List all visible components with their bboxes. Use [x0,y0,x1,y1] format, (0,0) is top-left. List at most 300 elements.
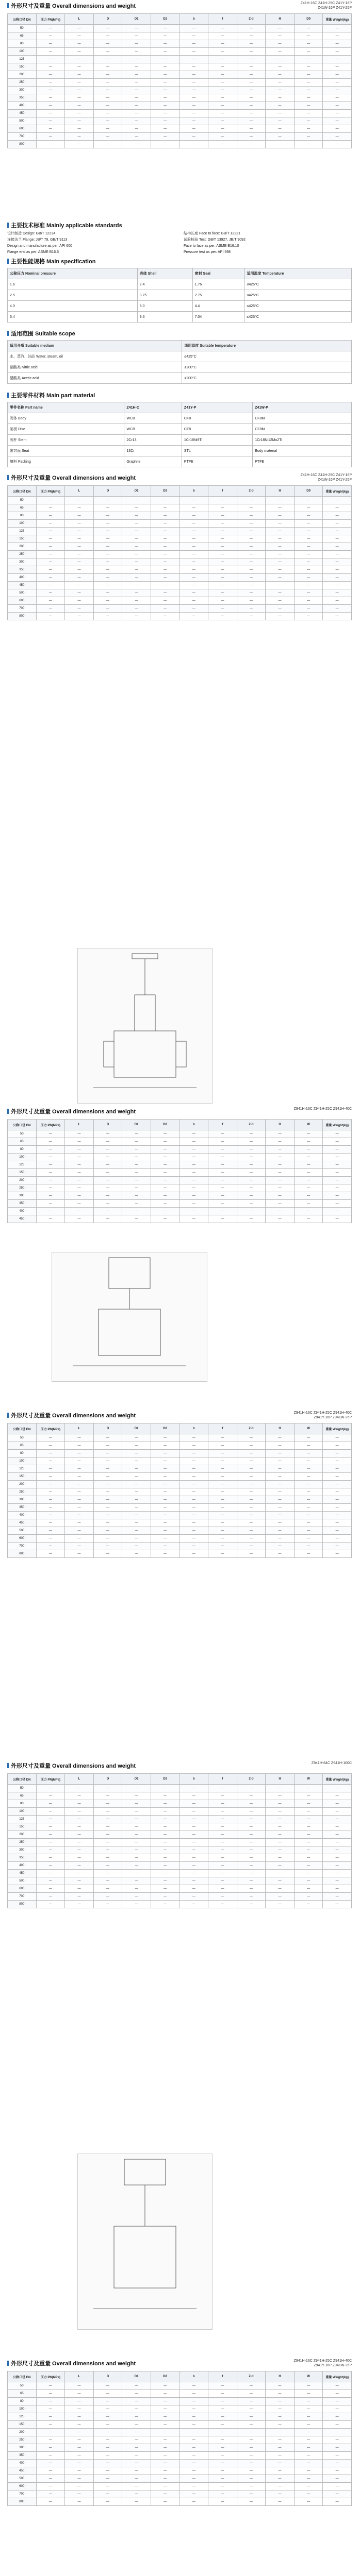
table-row [8,566,352,574]
table-cell: — [208,110,237,117]
table-cell: — [266,32,295,40]
table-cell: — [36,1535,65,1543]
column-header: 重量 Weight(kg) [323,1423,352,1434]
table-cell: — [151,504,180,512]
table-cell: — [151,613,180,620]
table-cell: 1.76 [192,279,244,290]
table-cell: — [323,497,352,504]
table-cell: — [208,1488,237,1496]
table-row [8,551,352,558]
table-cell: — [122,1434,151,1442]
table-cell: — [122,32,151,40]
table-cell: — [36,1192,65,1200]
table-cell: — [65,1519,94,1527]
table-cell: — [323,1535,352,1543]
table-cell: — [122,48,151,56]
table-cell: — [65,1785,94,1792]
table-cell: 150 [8,2421,37,2429]
table-cell: — [294,1458,323,1465]
table-cell: — [294,574,323,582]
table-cell: — [266,79,295,87]
table-cell: — [151,1846,180,1854]
table-row [8,1169,352,1177]
table-cell: — [36,1130,65,1138]
table-cell: — [93,1885,122,1893]
table-cell: — [208,582,237,589]
table-cell: — [208,1901,237,1908]
table-cell: — [65,1450,94,1458]
column-header: W [294,1120,323,1130]
table-cell: — [208,597,237,605]
table-cell: — [266,605,295,613]
table-cell: — [36,1893,65,1901]
table-cell: — [266,528,295,535]
table-cell: 7.04 [192,312,244,323]
table-cell: — [65,1527,94,1535]
table-cell: — [208,574,237,582]
table-cell: — [93,1854,122,1862]
table-cell: — [122,87,151,94]
table-cell: — [294,512,323,520]
table-row [8,2405,352,2413]
table-cell: — [323,528,352,535]
table-cell: — [122,535,151,543]
table-cell: — [208,1870,237,1877]
table-cell: — [180,2498,208,2506]
table-cell: — [93,613,122,620]
section-dims4 [7,1412,352,1558]
table-cell: — [237,1488,266,1496]
table-cell: — [180,48,208,56]
table-cell: — [208,543,237,551]
table-cell: — [93,1434,122,1442]
table-cell: — [65,1184,94,1192]
table-cell: — [294,1184,323,1192]
table-cell: — [266,520,295,528]
table-cell: — [65,2444,94,2452]
table-cell: — [294,1192,323,1200]
table-cell: — [208,1839,237,1846]
table-row [8,1504,352,1512]
table-cell: 700 [8,133,37,141]
table-cell: — [151,1138,180,1146]
table-cell: — [323,551,352,558]
table-cell: — [151,63,180,71]
table-cell: — [266,1512,295,1519]
table-cell: — [208,1543,237,1550]
table-cell: — [151,1792,180,1800]
table-cell: WCB [124,424,182,435]
table-cell: — [208,1208,237,1215]
table-cell: — [237,574,266,582]
column-header: W [294,2371,323,2382]
table-cell: — [323,94,352,102]
table-cell: 200 [8,1831,37,1839]
table-cell: — [36,1512,65,1519]
table-cell: — [237,2467,266,2475]
table-cell: — [151,2413,180,2421]
table-cell: — [122,1839,151,1846]
table-cell: — [266,2475,295,2483]
table-cell: — [237,1465,266,1473]
table-cell: — [323,79,352,87]
table-cell: — [151,110,180,117]
table-cell: — [36,63,65,71]
table-cell: — [237,1846,266,1854]
table-cell: 400 [8,1512,37,1519]
table-cell: — [294,117,323,125]
table-cell: — [323,582,352,589]
section-dims5 [7,1762,352,1908]
standard-item: Face to face as per: ASME B16.10 [184,244,239,248]
table-cell: — [180,1488,208,1496]
table-cell: — [294,79,323,87]
table-cell: — [65,40,94,48]
table-cell: — [266,94,295,102]
column-header: D2 [151,486,180,497]
table-cell: — [180,1854,208,1862]
table-cell: — [151,40,180,48]
table-row [8,1184,352,1192]
table-cell: — [93,117,122,125]
table-row [8,1465,352,1473]
column-header: 压力 PN(MPa) [36,486,65,497]
table-cell: 65 [8,32,37,40]
table-cell: — [180,1146,208,1154]
table-cell: 350 [8,2452,37,2460]
table-row [8,497,352,504]
table-cell: — [93,1488,122,1496]
table-cell: — [151,1862,180,1870]
table-cell: — [151,1208,180,1215]
table-cell: — [65,1808,94,1816]
table-cell: — [208,1169,237,1177]
table-cell: — [237,56,266,63]
table-cell: — [266,1862,295,1870]
table-cell: ≤425°C [182,351,352,362]
table-cell: — [122,1215,151,1223]
table-cell: — [180,2483,208,2490]
table-cell: — [323,110,352,117]
table-cell: — [122,1519,151,1527]
table-cell: — [180,1177,208,1184]
table-cell: — [93,2405,122,2413]
table-row [8,290,352,301]
column-header: L [65,1774,94,1785]
table-cell: — [36,1543,65,1550]
table-cell: — [294,1846,323,1854]
table-cell: — [180,1450,208,1458]
table-cell: 填料 Packing [8,456,124,467]
table-cell: — [266,613,295,620]
table-cell: — [65,63,94,71]
table-cell: — [180,1816,208,1823]
column-header: 重量 Weight(kg) [323,1774,352,1785]
section-dims3 [7,1108,352,1223]
table-cell: — [65,133,94,141]
table-row [8,1154,352,1161]
table-cell: — [323,71,352,79]
table-cell: — [208,2413,237,2421]
table-cell: — [180,1823,208,1831]
table-cell: — [65,2452,94,2460]
table-cell: — [151,1504,180,1512]
table-cell: — [180,1184,208,1192]
table-cell: — [65,1831,94,1839]
table-cell: — [65,1800,94,1808]
table-cell: 80 [8,40,37,48]
table-cell: — [180,613,208,620]
table-cell: — [266,1161,295,1169]
table-cell: CF8M [253,413,352,424]
column-header: f [208,1774,237,1785]
table-cell: — [294,2498,323,2506]
table-cell: — [65,1839,94,1846]
table-cell: — [122,582,151,589]
table-cell: — [266,110,295,117]
table-cell: — [93,141,122,148]
table-cell: 800 [8,1901,37,1908]
table-cell: — [180,1138,208,1146]
title-marker [7,1763,9,1768]
table-cell: — [208,71,237,79]
table-cell: — [323,25,352,32]
table-cell: — [65,117,94,125]
column-header: 重量 Weight(kg) [323,486,352,497]
table-cell: — [266,2467,295,2475]
table-row [8,1146,352,1154]
table-cell: — [65,1146,94,1154]
table-cell: — [208,504,237,512]
gate-valve-drawing [78,2154,212,2329]
table-cell: — [180,1831,208,1839]
table-cell: — [122,71,151,79]
table-row [8,1458,352,1465]
table-row [8,1893,352,1901]
table-cell: — [180,25,208,32]
title-marker [7,2361,9,2366]
table-cell: — [93,605,122,613]
table-cell: — [294,1527,323,1535]
table-row [8,2444,352,2452]
table-cell: — [151,497,180,504]
table-cell: — [65,1138,94,1146]
table-cell: — [65,1901,94,1908]
table-row [8,605,352,613]
column-header: D1 [122,14,151,25]
table-cell: — [180,1800,208,1808]
table-cell: — [122,1496,151,1504]
table-cell: — [36,1785,65,1792]
table-cell: — [323,1434,352,1442]
section-title: 外形尺寸及重量 Overall dimensions and weight [7,2360,352,2367]
table-cell: — [151,32,180,40]
table-row [8,1543,352,1550]
table-cell: — [36,1877,65,1885]
column-header: 公称口径 DN [8,1120,37,1130]
table-cell: — [266,63,295,71]
table-cell: — [93,1519,122,1527]
table-cell: — [151,25,180,32]
table-cell: 150 [8,535,37,543]
table-cell: — [36,558,65,566]
table-cell: — [151,1800,180,1808]
table-cell: — [208,1200,237,1208]
table-cell: — [122,1450,151,1458]
table-cell: — [65,71,94,79]
title-marker [7,1109,9,1114]
table-cell: — [180,1504,208,1512]
table-cell: — [237,2475,266,2483]
table-cell: — [151,2390,180,2398]
table-cell: — [323,1458,352,1465]
table-cell: — [36,543,65,551]
table-cell: — [122,110,151,117]
column-header: b [180,1423,208,1434]
table-cell: — [208,56,237,63]
table-cell: — [93,1877,122,1885]
table-cell: — [323,2475,352,2483]
table-cell: — [93,1130,122,1138]
table-cell: 100 [8,520,37,528]
table-cell: — [237,2498,266,2506]
table-cell: — [36,2483,65,2490]
table-cell: — [180,2413,208,2421]
table-cell: — [36,2444,65,2452]
table-cell: 300 [8,1496,37,1504]
table-cell: — [180,551,208,558]
table-cell: — [266,1885,295,1893]
table-cell: — [93,1161,122,1169]
table-cell: — [323,1481,352,1488]
table-cell: — [180,528,208,535]
table-cell: — [93,2483,122,2490]
table-cell: — [294,497,323,504]
table-cell: — [294,133,323,141]
table-cell: — [65,2467,94,2475]
table-cell: 300 [8,1192,37,1200]
table-cell: — [36,2498,65,2506]
table-cell: 65 [8,2390,37,2398]
table-cell: — [208,2390,237,2398]
table-cell: — [208,613,237,620]
table-cell: — [122,1130,151,1138]
table-cell: — [266,117,295,125]
table-cell: — [36,79,65,87]
table-cell: — [266,1785,295,1792]
table-cell: — [180,1885,208,1893]
table-cell: — [65,79,94,87]
table-cell: 150 [8,1473,37,1481]
table-cell: — [294,110,323,117]
valve-drawing-1 [77,948,213,1104]
column-header: 压力 PN(MPa) [36,1774,65,1785]
table-cell: — [237,71,266,79]
table-cell: — [36,1496,65,1504]
table-cell: — [294,1154,323,1161]
table-cell: — [151,1839,180,1846]
table-cell: — [294,1862,323,1870]
table-row [8,56,352,63]
table-cell: — [122,1442,151,1450]
table-cell: — [237,2490,266,2498]
table-cell: — [122,1535,151,1543]
column-header: 公称口径 DN [8,2371,37,2382]
table-cell: — [294,1877,323,1885]
table-cell: — [93,1816,122,1823]
table-cell: — [93,1823,122,1831]
table-row [8,2429,352,2436]
table-cell: — [180,2398,208,2405]
table-cell: — [294,1130,323,1138]
table-cell: 2.75 [192,290,244,301]
table-cell: — [266,2460,295,2467]
table-cell: — [65,597,94,605]
table-cell: — [36,497,65,504]
table-cell: — [208,1808,237,1816]
table-cell: — [151,1831,180,1839]
table-cell: 300 [8,87,37,94]
table-cell: — [122,1808,151,1816]
table-cell: — [65,1535,94,1543]
column-header: D2 [151,1423,180,1434]
section-standards [7,222,352,256]
table-cell: — [237,2413,266,2421]
table-cell: — [180,133,208,141]
section-dims1 [7,2,352,148]
table-cell: — [237,1481,266,1488]
table-cell: — [294,1901,323,1908]
table-cell: — [323,2460,352,2467]
table-cell: 3.75 [137,290,192,301]
table-cell: — [36,1434,65,1442]
table-cell: 800 [8,2498,37,2506]
section-title: 外形尺寸及重量 Overall dimensions and weight [7,2,352,9]
table-cell: — [36,2413,65,2421]
table-cell: — [294,2436,323,2444]
table-cell: — [180,520,208,528]
column-header: D2 [151,2371,180,2382]
column-header: 壳体 Shell [137,268,192,279]
table-cell: — [122,520,151,528]
table-cell: — [36,613,65,620]
table-cell: — [122,574,151,582]
table-cell: — [65,1854,94,1862]
table-cell: — [36,2452,65,2460]
section-title: 主要零件材料 Main part material [7,392,352,399]
section-dims2 [7,474,352,620]
table-cell: 100 [8,1154,37,1161]
table-cell: — [323,2490,352,2498]
table-cell: — [323,2452,352,2460]
table-cell: — [65,504,94,512]
table-cell: — [323,1146,352,1154]
column-header: Z41Y-P [182,402,252,413]
table-cell: — [122,1161,151,1169]
table-cell: — [93,133,122,141]
table-cell: — [237,2452,266,2460]
table-cell: — [151,1481,180,1488]
table-cell: — [294,504,323,512]
table-cell: — [208,48,237,56]
table-cell: — [93,1184,122,1192]
table-cell: — [294,1839,323,1846]
column-header: 压力 PN(MPa) [36,14,65,25]
table-cell: — [266,1465,295,1473]
table-cell: — [266,1208,295,1215]
column-header: b [180,2371,208,2382]
section-dims6 [7,2360,352,2506]
